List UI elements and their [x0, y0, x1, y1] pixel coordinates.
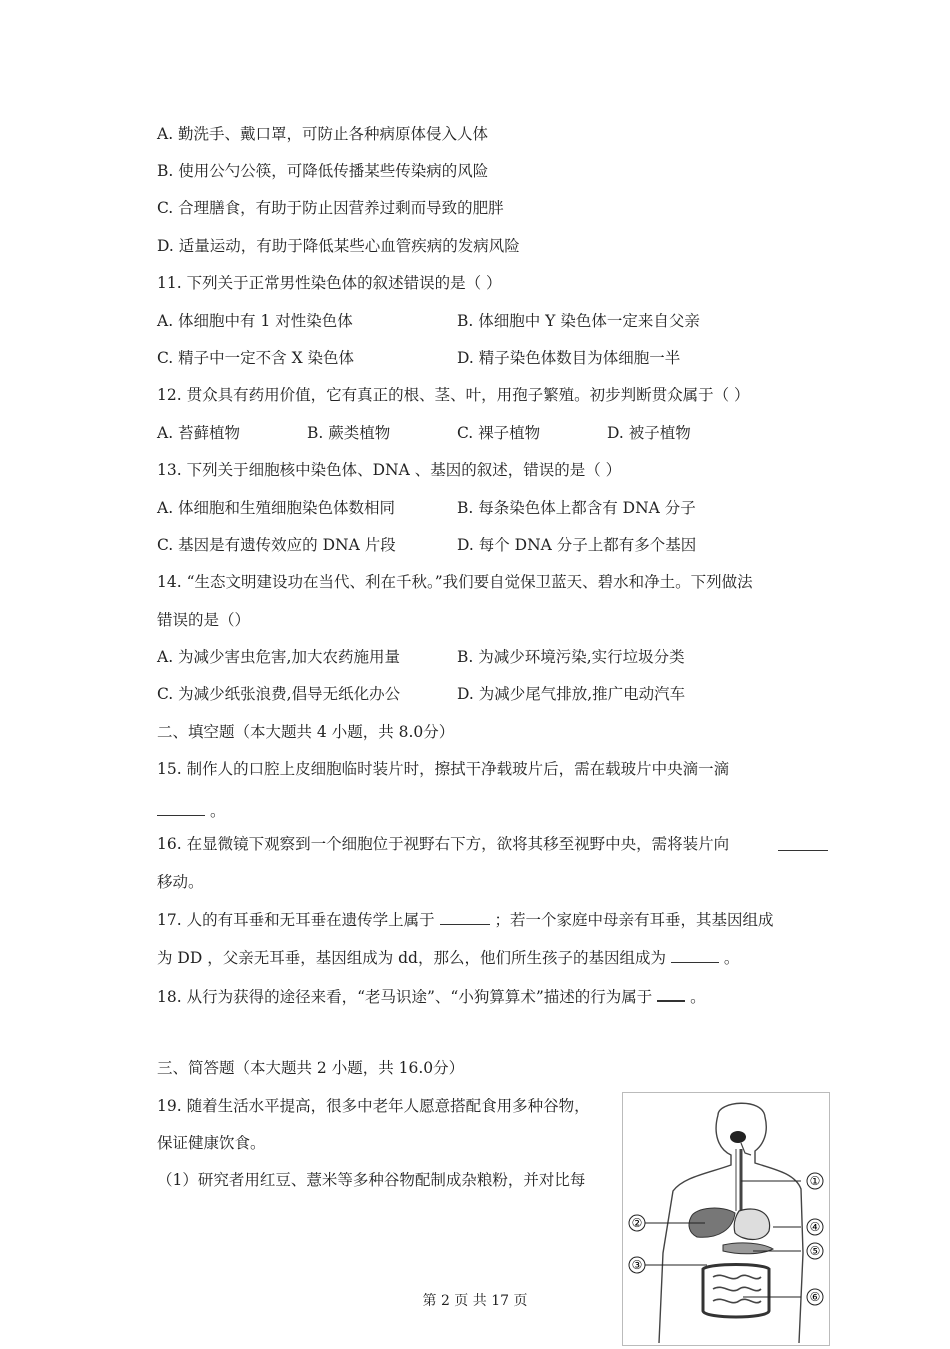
q19-line1: 19. 随着生活水平提高，很多中老年人愿意搭配食用多种谷物，	[157, 1097, 590, 1115]
q14-option-a: A. 为减少害虫危害,加大农药施用量	[157, 648, 400, 666]
section3-title: 三、简答题（本大题共 2 小题，共 16.0分）	[157, 1059, 465, 1077]
q15-line2-end: 。	[209, 802, 226, 820]
page-footer: 第 2 页 共 17 页	[422, 1293, 528, 1309]
q14-option-c: C. 为减少纸张浪费,倡导无纸化办公	[157, 685, 401, 703]
q12-option-a: A. 苔藓植物	[157, 424, 241, 442]
figure-label-5: ⑤	[809, 1244, 821, 1258]
q18-end: 。	[690, 988, 706, 1006]
q11-option-d: D. 精子染色体数目为体细胞一半	[457, 349, 681, 367]
q16-answer-blank[interactable]	[778, 834, 828, 851]
q19-line3: （1）研究者用红豆、薏米等多种谷物配制成杂粮粉，并对比每	[157, 1171, 586, 1189]
q17-text-a: 17. 人的有耳垂和无耳垂在遗传学上属于	[157, 911, 435, 929]
q14-stem-line2: 错误的是（）	[157, 611, 251, 629]
q13-option-a: A. 体细胞和生殖细胞染色体数相同	[157, 499, 396, 517]
q16-line1	[157, 834, 729, 854]
q11-option-c: C. 精子中一定不含 X 染色体	[157, 349, 355, 367]
q13-option-c: C. 基因是有遗传效应的 DNA 片段	[157, 536, 396, 554]
figure-label-2: ②	[631, 1216, 643, 1230]
q14-option-d: D. 为减少尾气排放,推广电动汽车	[457, 685, 686, 703]
q16-text: 16. 在显微镜下观察到一个细胞位于视野右下方，欲将其移至视野中央，需将装片向	[157, 835, 730, 853]
q12-option-d: D. 被子植物	[607, 424, 691, 442]
q12-option-c: C. 裸子植物	[457, 424, 541, 442]
q17-answer-blank-2[interactable]	[671, 946, 719, 963]
q18-line	[157, 984, 706, 1007]
q10-option-d: D. 适量运动，有助于降低某些心血管疾病的发病风险	[157, 237, 520, 255]
figure-label-6: ⑥	[809, 1290, 821, 1304]
q12-option-b: B. 蕨类植物	[307, 424, 391, 442]
q13-stem: 13. 下列关于细胞核中染色体、DNA 、基因的叙述，错误的是（ ）	[157, 461, 622, 479]
q17-text-c: 为 DD ，父亲无耳垂，基因组成为 dd，那么，他们所生孩子的基因组成为	[157, 949, 666, 967]
q11-option-b: B. 体细胞中 Y 染色体一定来自父亲	[457, 312, 700, 330]
figure-label-3: ③	[631, 1258, 643, 1272]
q18-text: 18. 从行为获得的途径来看，“老马识途”、“小狗算算术”描述的行为属于	[157, 988, 653, 1006]
q16-line2: 移动。	[157, 873, 204, 891]
q18-answer-blank[interactable]	[657, 984, 685, 1002]
q17-line1	[157, 908, 773, 930]
q15-answer-blank[interactable]	[157, 799, 205, 816]
section2-title: 二、填空题（本大题共 4 小题，共 8.0分）	[157, 723, 455, 741]
figure-label-4: ④	[809, 1220, 821, 1234]
q13-option-d: D. 每个 DNA 分子上都有多个基因	[457, 536, 697, 554]
q13-option-b: B. 每条染色体上都含有 DNA 分子	[457, 499, 696, 517]
q15-line1: 15. 制作人的口腔上皮细胞临时装片时，擦拭干净载玻片后，需在载玻片中央滴一滴	[157, 760, 730, 778]
figure-label-1: ①	[809, 1174, 821, 1188]
q15-line2	[157, 799, 225, 821]
q11-stem: 11. 下列关于正常男性染色体的叙述错误的是（ ）	[157, 274, 502, 292]
q17-line2	[157, 946, 739, 968]
q10-option-c: C. 合理膳食，有助于防止因营养过剩而导致的肥胖	[157, 199, 504, 217]
q17-text-b: ；若一个家庭中母亲有耳垂，其基因组成	[494, 911, 774, 929]
q19-line2: 保证健康饮食。	[157, 1134, 266, 1152]
q14-stem-line1: 14. “生态文明建设功在当代、利在千秋。”我们要自觉保卫蓝天、碧水和净土。下列做法	[157, 573, 753, 591]
q10-option-a: A. 勤洗手、戴口罩，可防止各种病原体侵入人体	[157, 125, 489, 143]
q17-text-d: 。	[723, 949, 740, 967]
q10-option-b: B. 使用公勺公筷，可降低传播某些传染病的风险	[157, 162, 489, 180]
q14-option-b: B. 为减少环境污染,实行垃圾分类	[457, 648, 685, 666]
q17-answer-blank-1[interactable]	[440, 908, 490, 925]
q12-stem: 12. 贯众具有药用价值，它有真正的根、茎、叶，用孢子繁殖。初步判断贯众属于（ ）	[157, 386, 750, 404]
q11-option-a: A. 体细胞中有 1 对性染色体	[157, 312, 353, 330]
